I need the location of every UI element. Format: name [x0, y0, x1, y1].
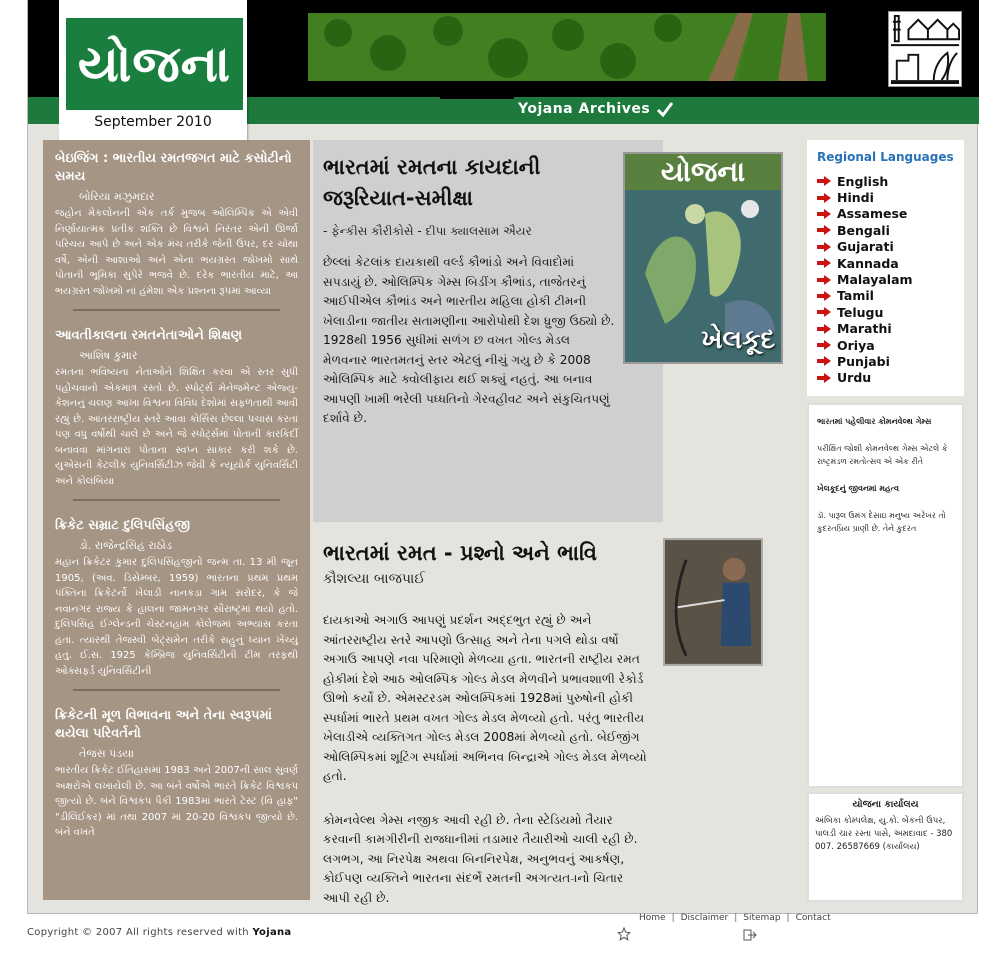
left-article-author: ડો. રાજેન્દ્રસિંહ રાઠોડ — [79, 539, 172, 552]
regional-heading: Regional Languages — [817, 150, 954, 164]
copyright — [27, 927, 291, 938]
page-container — [27, 0, 978, 914]
language-link[interactable]: Punjabi — [817, 353, 954, 369]
emblem-icon — [888, 11, 962, 87]
archives-link[interactable] — [518, 100, 674, 118]
share-icon[interactable] — [743, 929, 757, 941]
language-link[interactable]: Oriya — [817, 337, 954, 353]
left-article-column — [43, 140, 310, 900]
footer-link-contact[interactable]: Contact — [795, 913, 831, 923]
left-article-title[interactable]: ક્રિકેટ સમ્રાટ દુલિપસિંહજી — [55, 518, 190, 533]
language-link[interactable]: Marathi — [817, 321, 954, 337]
main-article-body: દાયકાઓ અગાઉ આપણું પ્રદર્શન અદ્દભુત રહ્યું છે અને આંતરરાષ્ટ્રીય સ્તરે આપણો ઉત્સાહ અને તેના પગલે થોડા વર્ષો અગાઉ આપણે નવા પરિમાણો મેળવ્યા હતા. ભારતની રાષ્ટ્રીય રમત હોકીમાં દેશે આઠ ઓલમ્પિક ગોલ્ડ મેડલ મેળવીને પ્રભાવશાળી રેકોર્ડ ઊભો કર્યો છે. એમસ્ટરડમ ઓલમ્પિકમાં 1928માં પુરુષોની હોકી સ્પર્ધામાં ભારતે પ્રથમ વખત ગોલ્ડ મેડલ મેળવ્યો હતો. પરંતુ ભારતીય ખેલાડીએ વ્યક્તિગત ગોલ્ડ મેડલ 2008માં મેળવ્યો હતો. બેઈજીંગ ઓલિમ્પિકમાં શૂટિંગ સ્પર્ધામાં અભિનવ બિન્દ્રાએ ગોલ્ડ મેડલ મેળવ્યો હતો. — [323, 613, 647, 783]
language-link[interactable]: Bengali — [817, 222, 954, 238]
left-article-title[interactable]: આવતીકાલના રમતનેતાઓને શિક્ષણ — [55, 328, 243, 343]
language-link[interactable]: Hindi — [817, 189, 954, 205]
red-arrow-icon — [817, 193, 831, 203]
footer-separator: | — [671, 913, 675, 923]
regional-languages-panel — [807, 140, 964, 396]
left-article[interactable] — [55, 517, 298, 679]
red-arrow-icon — [817, 225, 831, 235]
red-arrow-icon — [817, 258, 831, 268]
header-field-image — [308, 13, 826, 81]
red-arrow-icon — [817, 324, 831, 334]
footer-separator: | — [786, 913, 790, 923]
language-link[interactable]: Malayalam — [817, 271, 954, 287]
red-arrow-icon — [817, 373, 831, 383]
news-headline[interactable]: ભારતમાં પહેલીવાર કોમનવેલ્થ ગેમ્સ — [817, 417, 932, 426]
divider — [73, 689, 280, 691]
footer-link-disclaimer[interactable]: Disclaimer — [680, 913, 729, 923]
logo[interactable]: યોજના — [66, 18, 243, 110]
left-article-summary: ભારતીય ક્રિકેટ ઈતિહાસમાં 1983 અને 2007ની સાલ સુવર્ણ અક્ષરોએ લખાયેલી છે. આ બંને વર્ષોએ ભારતે ક્રિકેટ વિશ્વકપ જીત્યો છે. બંને વિશ્વકપ પૈકી 1983માં ભારતે ટેસ્ટ (વિ હાફ" "ડીલિંઈકર) માં તથા 2007 માં 20-20 વિશ્વકપ જીત્યો છે. બંને વખતે — [55, 765, 298, 838]
red-arrow-icon — [817, 307, 831, 317]
main-article-title[interactable]: ભારતમાં રમતના કાયદાની જરૂરિયાત-સમીક્ષા — [323, 155, 541, 210]
left-article-title[interactable]: બેઇજિંગ : ભારતીય રમતજગત માટે કસોટીનો સમય — [55, 151, 292, 184]
language-link[interactable]: English — [817, 173, 954, 189]
main-article-byline: કૌશલ્યા બાજપાઈ — [323, 571, 426, 587]
footer-link-sitemap[interactable]: Sitemap — [743, 913, 781, 923]
left-article-summary: મહાન ક્રિકેટર કુમાર દુલિપસિંહજીનો જન્મ તા. 13 મી જૂન 1905, (અવ. ડિસેમ્બર, 1959) ભારતના પ્રથમ પ્રથમ પંક્તિના ક્રિકેટર્નો ખેલાડી નાનકડા ગામ સરોદર, કે જે નવાનગર રાજ્ય કે હાલના જામનગર સૌરાષ્ટ્રમાં થયો હતો. દુલિપસિંહ ઈંગ્લેન્ડની ચેસ્ટનહામ કોલેજમાં અભ્યાસ કરતા હતા. ત્યારથી તેજસ્વી બેટ્સમેન તરીકે સહુનું ધ્યાન ખેંચ્યું હતું. ઈ.સ. 1925 કેમ્બ્રિજ યુનિવર્સિટીની ટીમ તરફથી ઓક્સફર્ડ યુનિવર્સિટીની — [55, 557, 298, 677]
main-article-byline: - ફેન્કીસ કૌરીકોસે - દીપા ક્યાલસામ ઐયર — [323, 224, 532, 238]
copyright-text: Copyright © 2007 All rights reserved with — [27, 927, 249, 938]
red-arrow-icon — [817, 176, 831, 186]
left-article-author: આશિષ કુમાર — [79, 349, 138, 362]
issue-date: September 2010 — [94, 114, 212, 130]
archives-label[interactable]: Yojana Archives — [518, 101, 651, 117]
left-article[interactable] — [55, 707, 298, 841]
main-article — [313, 526, 663, 905]
red-arrow-icon — [817, 209, 831, 219]
red-arrow-icon — [817, 356, 831, 366]
sidebar-news-panel — [807, 403, 964, 788]
star-icon[interactable] — [617, 927, 631, 941]
red-arrow-icon — [817, 340, 831, 350]
left-article-author: બોરિયા મઝુમદાર — [79, 190, 155, 203]
divider — [73, 309, 280, 311]
left-article-summary: જહોન મેકલોનની એક તર્ક મુજબ ઓલિમ્પિક એ એવી નિર્ણાયાત્મક પ્રતીક શક્તિ છે વિશ્વને નિરંતર એની ઊર્જા પરિચય આપે છે અને એક મંચ તરીકે જેની ઉપર, દર ચોથા વર્ષે, એની આશાઓ અને એના ભયગ્રસ્ત જોખમો સાથે પોતાની ભૂમિકા સુપેરે ભજવે છે. દરેક ભારતીય માટે, આ ભયગ્રસ્ત જોખમો નાં હંમેશા એક પ્રશ્નના રૂપમાં આવ્યા — [55, 208, 298, 297]
language-link[interactable]: Gujarati — [817, 239, 954, 255]
left-article-author: તેજસ પંડયા — [79, 747, 134, 760]
main-article — [313, 140, 775, 522]
office-address: અંબિકા કોમ્પલેક્ષ, યુ.કો. બેંકની ઉપર, પાલડી ચાર રસ્તા પાસે, અમદાવાદ - 380 007. 26587669 (કાર્યાલય) — [815, 816, 953, 852]
news-teaser: ડૉ. પારૂલ ઉમંગ દેસાઇ મનુષ્ય અરેખર તો કુદરતપ્રિય પ્રાણી છે. તેને કુદરત — [817, 511, 946, 533]
cover-tag: ખેલકૂદ — [701, 325, 775, 355]
red-arrow-icon — [817, 275, 831, 285]
copyright-brand: Yojana — [252, 927, 292, 938]
office-address-panel — [807, 792, 964, 902]
red-arrow-icon — [817, 291, 831, 301]
language-link[interactable]: Tamil — [817, 288, 954, 304]
language-link[interactable]: Urdu — [817, 370, 954, 386]
divider — [73, 499, 280, 501]
main-article-body: છેલ્લાં કેટલાંક દાયકાથી વર્લ્ડ કૌભાંડો અને વિવાદોમાં સપડાયું છે. ઓલિમ્પિક ગેમ્સ બિડીંગ કૌભાંડ, તાજેતરનું આઈપીએલ કૌભાંડ અને ભારતીય મહિલા હોકી ટીમની ખેલાડીના જાતીય સતામણીના આરોપોથી દેશ ધ્રુજી ઉઠ્યો છે. 1928થી 1956 સુધીમાં સળંગ છ વખત ગોલ્ડ મેડલ મેળવનાર ભારતમતનું સ્તર એટલું નીચું ગયુ છે કે 2008 ઓલિમ્પિક માટે ક્વોલીફાય થઈ શક્યું નહતું. આ બનાવ આપણી ખામી ભરેલી પધ્ધતિનો ગેરવહીવટ અને સંકુચિતપણું દર્શાવે છે. — [323, 255, 615, 425]
magazine-cover-image[interactable] — [623, 152, 783, 364]
footer-links — [639, 913, 831, 923]
archer-image — [665, 540, 761, 664]
left-article-summary: રમતના ભવિષ્યના નેતાઓને શિક્ષિત કરવા એ સ્તર સુધી પહોંચવાનો એકમાત્ર રસ્તો છે. સ્પોર્ટ્સ મેનેજમેન્ટ એજ્યુ-કેશનનું ચલણ આખા વિશ્વના વિવિધ દેશોમાં સફળતાથી આવી રહ્યું છે. આંતરરાષ્ટ્રીય સ્તરે આવા કોર્સિસ છેલ્લા પચાસ કરતાં પણ વધુ વર્ષોથી ચાલે છે અને જે સ્પોર્ટ્સમાં પોતાની કારકિર્દી બનાવવા માંગનારા પોતાના સ્વપ્ન સાકાર કરી શકે છે. યુએસની કેટલીક યુનિવર્સિટીઝ જેવી કે ન્યૂયોર્ક યુનિવર્સિટી અને કોલંબિયા — [55, 367, 298, 487]
main-article-column — [313, 140, 775, 905]
left-article[interactable] — [55, 150, 298, 299]
footer-separator: | — [734, 913, 738, 923]
logo-card[interactable] — [59, 0, 247, 140]
language-link[interactable]: Telugu — [817, 304, 954, 320]
office-heading: યોજના કાર્યાલય — [852, 799, 919, 810]
news-headline[interactable]: ખેલકૂદનું જીવનમાં મહત્વ — [817, 484, 899, 493]
red-arrow-icon — [817, 242, 831, 252]
news-teaser: પરીક્ષિત જોશી કોમનવેલ્થ ગેમ્સ એટલે કે રાષ્ટ્રમંડળ રમતોત્સવ એ એક રીતે — [817, 444, 948, 466]
left-article[interactable] — [55, 327, 298, 489]
footer-link-home[interactable]: Home — [639, 913, 666, 923]
main-article-title[interactable]: ભારતમાં રમત - પ્રશ્નો અને ભાવિ — [323, 541, 597, 565]
archives-divider — [440, 97, 514, 99]
language-link[interactable]: Assamese — [817, 206, 954, 222]
left-article-title[interactable]: ક્રિકેટની મૂળ વિભાવના અને તેના સ્વરૂપમાં થયેલા પરિવર્તનો — [55, 708, 272, 741]
main-article-body-continued: કોમનવેલ્થ ગેમ્સ નજીક આવી રહી છે. તેના સ્ટેડિયમો તૈયાર કરવાની કામગીરીની રાજધાનીમાં તડામાર તૈયારીઓ ચાલી રહી છે. લગભગ, આ નિરપેક્ષ અથવા બિનનિરપેક્ષ, અનુભવનું આકર્ષણ, કોઈપણ વ્યક્તિને ભારતના સંદર્ભે રમતની અગત્યત-ાનો ચિતાર આપી રહી છે. — [323, 812, 638, 905]
archer-photo[interactable] — [663, 538, 763, 666]
checkmark-icon — [656, 100, 674, 118]
cover-logo: યોજના — [625, 154, 781, 190]
language-link[interactable]: Kannada — [817, 255, 954, 271]
